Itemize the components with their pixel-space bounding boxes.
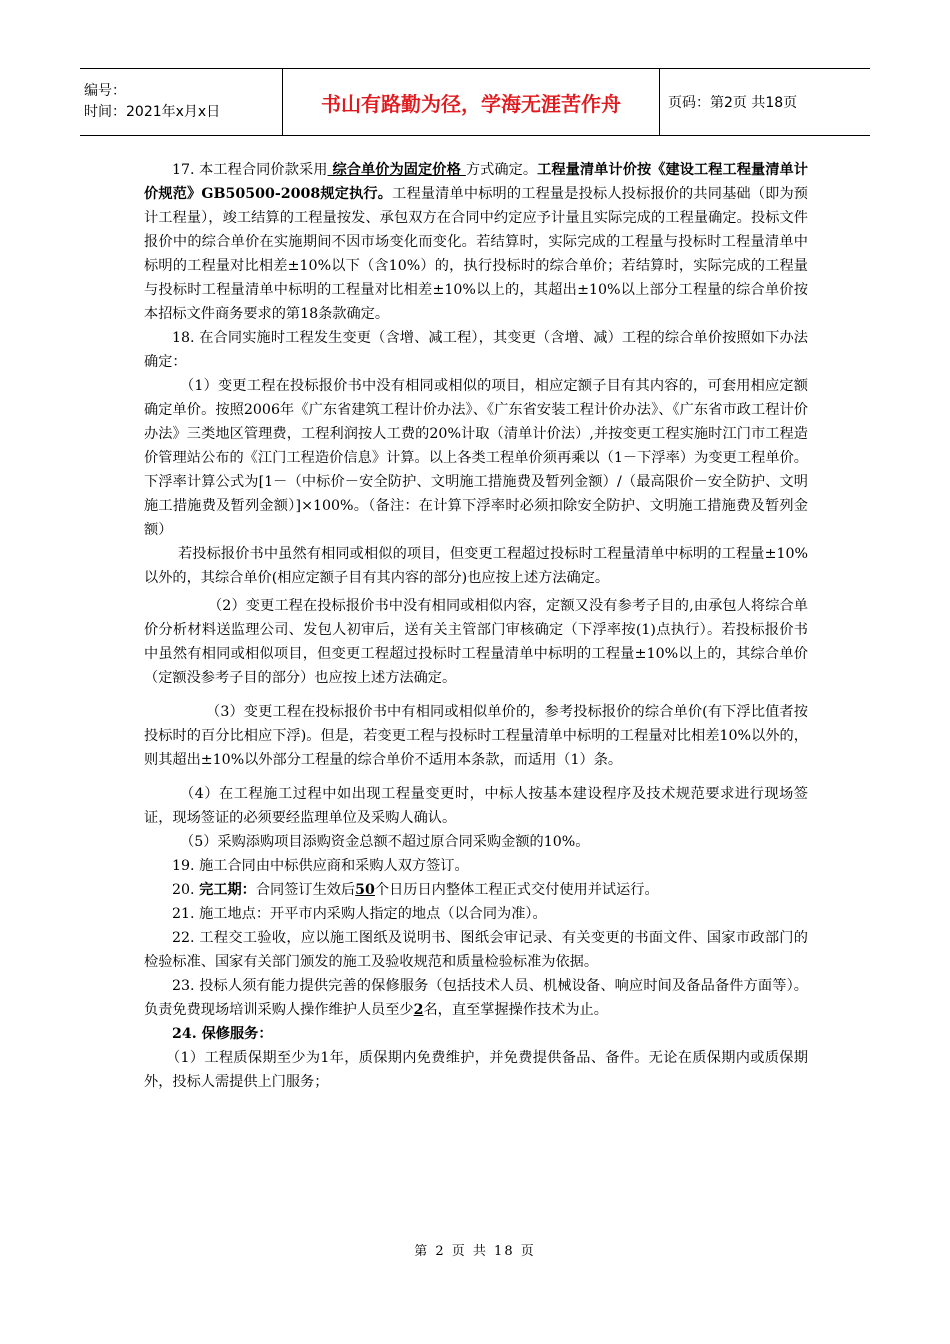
header-motto	[283, 69, 660, 135]
clause-17	[144, 158, 808, 326]
clause-20-text-b: 合同签订生效后	[255, 882, 356, 898]
clause-24: 24. 保修服务：	[172, 1026, 273, 1042]
document-body	[144, 158, 808, 1094]
page-footer: 第 2 页 共 18 页	[414, 1244, 536, 1259]
clause-20-num: 20.	[172, 882, 200, 898]
clause-17-text-c: 工程量清单中标明的工程量是投标人投标报价的共同基础（即为预计工程量），竣工结算的工程量按发、承包双方在合同中约定应予计量且实际完成的工程量确定。投标文件报价中的综合单价在实施期间不因市场变化而变化。若结算时，实际完成的工程量与投标时工程量清单中标明的工程量对比相差±10%以下（含10%）的，执行投标时的综合单价；若结算时，实际完成的工程量与投标时工程量清单中标明的工程量对比相差±10%以上的，其超出±10%以上部分工程量的综合单价按本招标文件商务要求的第18条款确定。	[144, 186, 808, 322]
motto-text: 书山有路勤为径，学海无涯苦作舟	[321, 91, 621, 116]
clause-19: 19. 施工合同由中标供应商和采购人双方签订。	[172, 858, 469, 874]
code-label: 编号：	[84, 83, 126, 99]
header-meta	[80, 69, 283, 135]
clause-17-text-a: 17. 本工程合同价款采用	[172, 162, 328, 178]
time-text: 时间：2021年x月x日	[84, 104, 221, 120]
clause-20-days: 50	[355, 882, 375, 898]
page-info-text: 页码：第2页 共18页	[668, 95, 798, 111]
clause-23-count: 2	[413, 1002, 424, 1018]
clause-18-5: （5）采购添购项目添购资金总额不超过原合同采购金额的10%。	[180, 834, 590, 850]
clause-17-bold: 工程量清单计价按《建设工程工程量清单计价规范》GB50500-2008规定执行。	[144, 162, 808, 202]
header-page-info	[660, 69, 870, 135]
clause-24-1: （1）工程质保期至少为1年，质保期内免费维护，并免费提供备品、备件。无论在质保期内或质保期外，投标人需提供上门服务；	[144, 1050, 808, 1090]
clause-20-bold: 完工期：	[199, 882, 256, 898]
clause-18-2: （2）变更工程在投标报价书中没有相同或相似内容，定额又没有参考子目的,由承包人将综合单价分析材料送监理公司、发包人初审后，送有关主管部门审核确定（下浮率按(1)点执行）。若投标报价书中虽然有相同或相似项目，但变更工程超过投标时工程量清单中标明的工程量±10%以上的，其综合单价（定额没参考子目的部分）也应按上述方法确定。	[144, 598, 808, 686]
clause-20-text-c: 个日历日内整体工程正式交付使用并试运行。	[374, 882, 659, 898]
clause-20	[144, 878, 808, 902]
clause-23	[144, 974, 808, 1022]
clause-21: 21. 施工地点：开平市内采购人指定的地点（以合同为准）。	[172, 906, 547, 922]
clause-23-text-b: 名，直至掌握操作技术为止。	[423, 1002, 608, 1018]
clause-18-3: （3）变更工程在投标报价书中有相同或相似单价的，参考投标报价的综合单价(有下浮比值者按投标时的百分比相应下浮)。但是，若变更工程与投标时工程量清单中标明的工程量对比相差10%以外的，则其超出±10%以外部分工程量的综合单价不适用本条款，而适用（1）条。	[144, 704, 808, 768]
clause-17-text-b: 方式确定。	[465, 162, 538, 178]
page-header	[80, 68, 870, 136]
clause-23-text-a: 23. 投标人须有能力提供完善的保修服务（包括技术人员、机械设备、响应时间及备品备件方面等）。负责免费现场培训采购人操作维护人员至少	[144, 978, 808, 1018]
clause-18: 18. 在合同实施时工程发生变更（含增、减工程），其变更（含增、减）工程的综合单价按照如下办法确定：	[144, 330, 808, 370]
clause-18-1: （1）变更工程在投标报价书中没有相同或相似的项目，相应定额子目有其内容的，可套用相应定额确定单价。按照2006年《广东省建筑工程计价办法》、《广东省安装工程计价办法》、《广东省市政工程计价办法》三类地区管理费，工程利润按人工费的20%计取（清单计价法）,并按变更工程实施时江门市工程造价管理站公布的《江门工程造价信息》计算。以上各类工程单价须再乘以（1－下浮率）为变更工程单价。下浮率计算公式为[1－（中标价－安全防护、文明施工措施费及暂列金额）/（最高限价－安全防护、文明施工措施费及暂列金额）]×100%。（备注：在计算下浮率时必须扣除安全防护、文明施工措施费及暂列金额）	[144, 378, 808, 538]
clause-17-underlined: 综合单价为固定价格	[327, 162, 466, 178]
clause-22: 22. 工程交工验收，应以施工图纸及说明书、图纸会审记录、有关变更的书面文件、国家市政部门的检验标准、国家有关部门颁发的施工及验收规范和质量检验标准为依据。	[144, 930, 808, 970]
clause-18-1-note: 若投标报价书中虽然有相同或相似的项目，但变更工程超过投标时工程量清单中标明的工程量±10%以外的，其综合单价(相应定额子目有其内容的部分)也应按上述方法确定。	[144, 546, 808, 586]
clause-18-4: （4）在工程施工过程中如出现工程量变更时，中标人按基本建设程序及技术规范要求进行现场签证，现场签证的必须要经监理单位及采购人确认。	[144, 786, 808, 826]
